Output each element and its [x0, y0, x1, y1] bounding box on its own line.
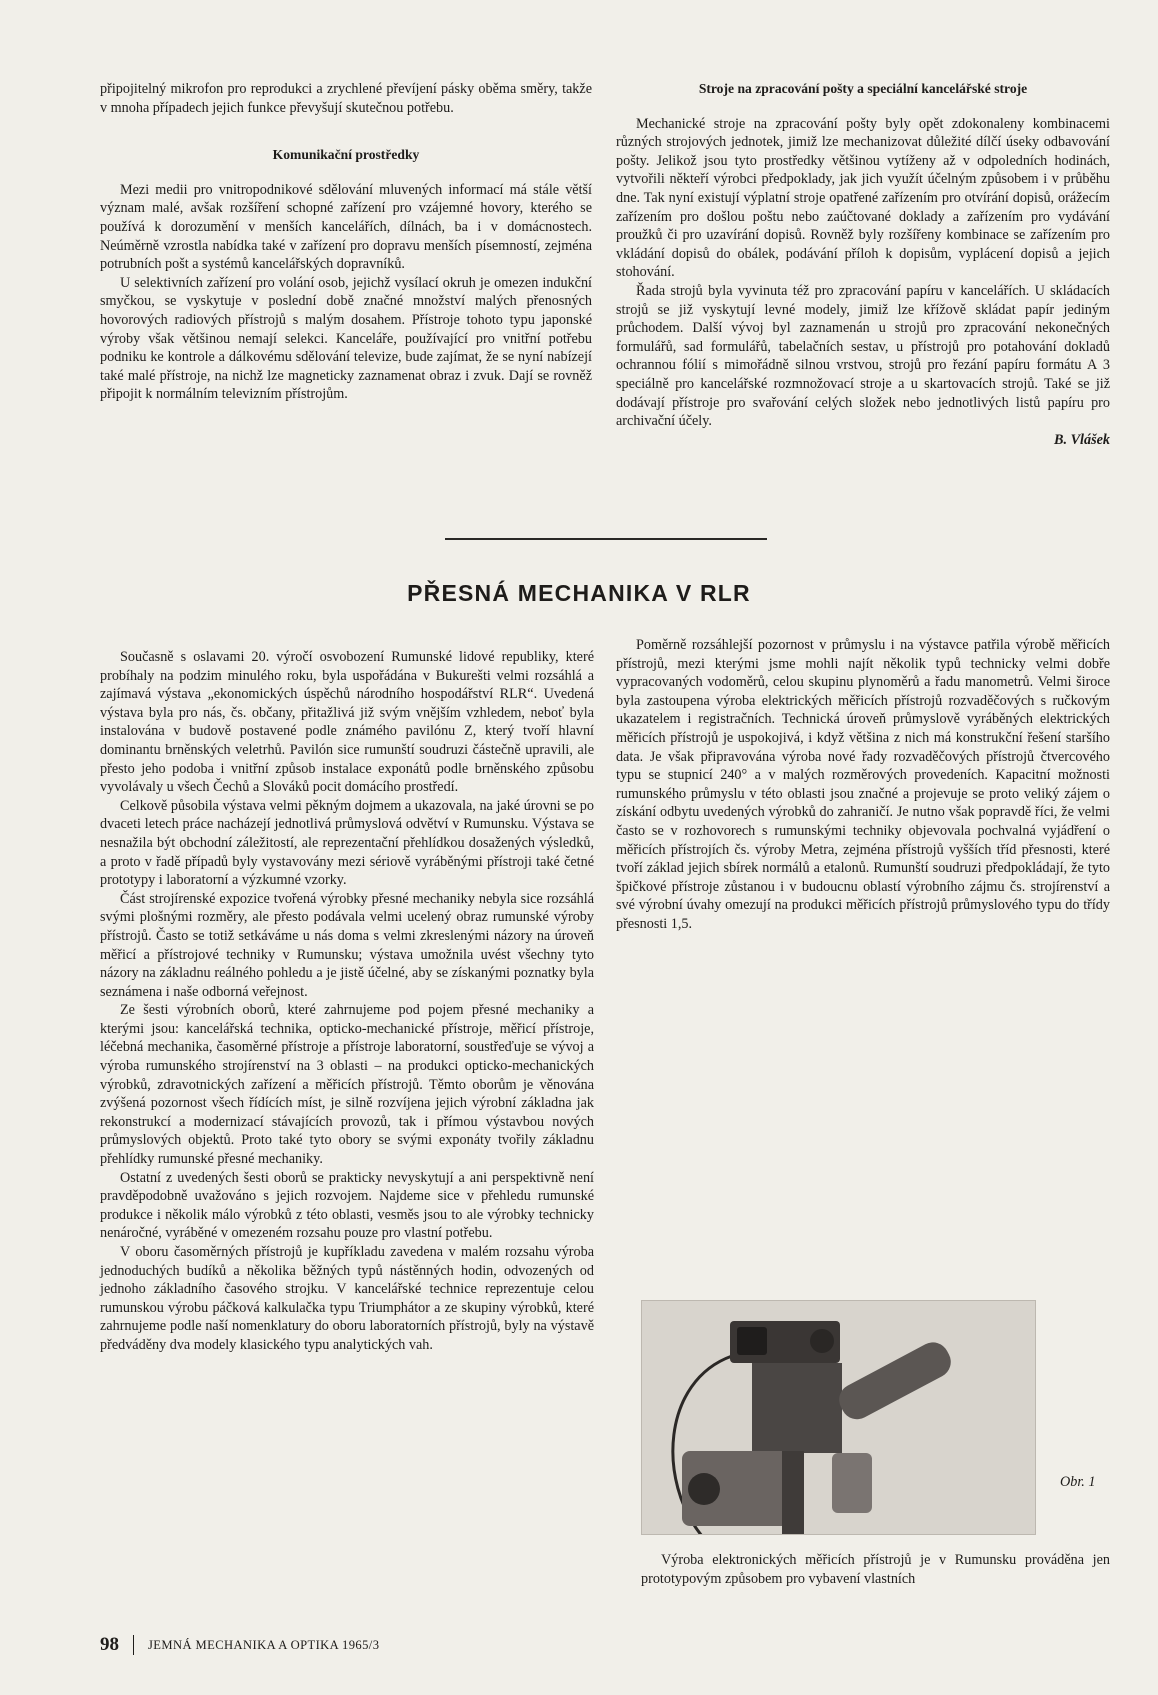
paragraph: Poměrně rozsáhlejší pozornost v průmyslu i na výstavce patřila výrobě měřicích přístrojů, mezi kterými jsme mohli najít několik typů technicky velmi dobře vypracovaných vodoměrů, celou skupinu plynoměrů a řadu manometrů. Velmi široce byla zastoupena výroba elektrických měřicích přístrojů rozvaděčových s ručkovým ukazatelem i registračních. Technická úroveň průmyslově vyráběných elektrických měřicích přístrojů je uspokojivá, i když většina z nich má konstrukční řešení staršího data. Je však připravována výroba nové řady rozvaděčových přístrojů čtvercového typu se stupnicí 240° a v malých rozměrových provedeních. Kapacitní možnosti rumunského průmyslu v této oblasti jsou značné a projevuje se proto veliký zájem o získání odbytu uvedených výrobků do zahraničí. Je nutno však popravdě říci, že velmi často se v rozhovorech s rumunskými techniky objevovala pochvalná vyjádření o měřicích přístrojích čs. výroby Metra, zejména přístrojů vyšších tříd přesnosti, které tvoří základ jejich sbírek normálů a etalonů. Rumunští soudruzi předpokládají, že tyto špičkové přístroje zůstanou i v budoucnu oblastí výrobního zájmu čs. strojírenství a své výrobní úvahy omezují na produkci měřicích přístrojů průmyslového typu do třídy přesnosti 1,5. [616, 637, 1110, 932]
paragraph: Mezi medii pro vnitropodnikové sdělování mluvených informací má stále větší význam malé, avšak rozšíření schopné zařízení pro vzájemné hovory, kterého se používá k dorozumění v menších kancelářích, dílnách, ba i v domácnostech. Neúměrně vzrostla nabídka také v zařízení pro dopravu menších písemností, zejména potrubních pošt a systémů kancelářských dopravníků. [100, 181, 592, 273]
bottom-left-column [100, 648, 594, 1355]
paragraph: Řada strojů byla vyvinuta též pro zpracování papíru v kancelářích. U skládacích strojů se již vyskytují levné modely, jimiž lze křížově skládat papír jediným průchodem. Další vývoj byl zaznamenán u strojů pro zpracování nekonečných formulářů, sad formulářů, tabelačních sestav, u přístrojů pro potahování dokladů ochrannou fólií s mimořádně silnou vrstvou, strojů pro řezání papíru formátu A 3 speciálně pro kancelářské rozmnožovací stroje a u skartovacích strojů. Také se již dodávají přístroje pro svařování celých složek nebo jednotlivých listů papíru pro archivační účely. [616, 282, 1110, 430]
page-number: 98 [100, 1634, 119, 1655]
section-heading-communication: Komunikační prostředky [272, 147, 420, 163]
caption-text: Výroba elektronických měřicích přístrojů je v Rumunsku prováděna jen prototypovým způsobem pro vybavení vlastních [641, 1552, 1110, 1587]
paragraph: Současně s oslavami 20. výročí osvobození Rumunské lidové republiky, které probíhaly na podzim minulého roku, byla uspořádána v Bukurešti velmi rozsáhlá a zajímavá výstava „ekonomických úspěchů národního hospodářství RLR“. Uvedená výstava byla pro nás, čs. občany, přitažlivá již svým vnějším vzhledem, neboť byla instalována v budově postavené podle známého pavilónu Z, který tvoří hlavní dominantu brněnských veletrhů. Pavilón sice rumunští soudruzi částečně upravili, ale přesto jeho podoba i vnitřní způsob instalace exponátů podle brněnského způsobu vyvolávaly u všech Čechů a Slováků pocit domácího prostředí. [100, 649, 594, 796]
figure-caption [641, 1551, 1110, 1588]
section-divider [445, 538, 767, 540]
section-heading-mail-machines: Stroje na zpracování pošty a speciální kancelářské stroje [698, 81, 1028, 96]
paragraph: Ostatní z uvedených šesti oborů se prakticky nevyskytují a ani perspektivně není pravděpodobně uvažováno s jejich rozvojem. Najdeme sice v přehledu rumunské produkce i několik málo výrobků z této oblasti, vesměs jsou to ale výrobky technicky nenáročné, vyráběné v omezeném rozsahu pouze pro vlastní potřebu. [100, 1169, 594, 1242]
footer-separator [133, 1635, 134, 1655]
paragraph: U selektivních zařízení pro volání osob, jejichž vysílací okruh je omezen indukční smyčkou, se vyskytuje v poslední době značné množství malých přenosných hovorových radiových přístrojů s malým dosahem. Přístroje tohoto typu japonské výroby však většinou nemají selekci. Kanceláře, používající pro vnitřní potřebu podniku ke kontrole a dálkovému sdělování televize, bude zajímat, že se nyní nabízejí také malé přístroje, na nichž lze magneticky zaznamenat obraz i zvuk. Dají se rovněž připojit k normálním televizním přístrojům. [100, 274, 592, 403]
paragraph: V oboru časoměrných přístrojů je kupříkladu zavedena v malém rozsahu výroba jednoduchých budíků a několika běžných typů nástěnných hodin, odvozených od jednoho základního časového strojku. V kancelářské technice reprezentuje celou rumunskou výrobu páčková kalkulačka typu Triumphátor a ze skupiny výrobků, které zahrnujeme podle naší nomenklatury do oboru laboratorních přístrojů, byly na výstavě předváděny dva modely klasického typu analytických vah. [100, 1244, 594, 1353]
intro-paragraph: připojitelný mikrofon pro reprodukci a zrychlené převíjení pásky oběma směry, takže v mnoha případech jejich funkce převyšují skutečnou potřebu. [100, 81, 592, 116]
figure-instrument-photo [641, 1300, 1036, 1535]
paragraph: Ze šesti výrobních oborů, které zahrnujeme pod pojem přesné mechaniky a kterými jsou: kancelářská technika, opticko-mechanické přístroje, měřicí přístroje, léčebná mechanika, časoměrné přístroje a přístroje laboratorní, soustřeďuje se vývoj a výroba rumunského strojírenství na 3 oblasti – na produkci opticko-mechanických výrobků, zdravotnických zařízení a měřicích přístrojů. Těmto oborům je věnována zvýšená pozornost všech řídících míst, je silně rozvíjena jejich výrobní základna jak rekonstrukcí a modernizací stávajících provozů, tak i přímou výstavbou nových průmyslových objektů. Proto také tyto obory se svými exponáty tvořily základnu přehlídky rumunské přesné mechaniky. [100, 1002, 594, 1168]
paragraph: Mechanické stroje na zpracování pošty byly opět zdokonaleny kombinacemi různých strojových jednotek, jimiž lze mechanizovat důležité dílčí úseky odbavování pošty. Jelikož jsou tyto prostředky většinou vytíženy až v odpoledních hodinách, vytvořili někteří výrobci předpoklady, jak jich využít účelným způsobem i v průběhu dne. Tak nyní existují výplatní stroje opatřené zařízením pro otvírání dopisů, orážecím zařízením pro došlou poštu nebo zaúčtované doklady a zařízením pro vydávání proužků či pro uzavírání dopisů. Rovněž byly rozšířeny kombinace se zařízením pro vkládání dopisů do obálek, podávání příloh k dopisům, vyplácení dopisů a jejich stohování. [616, 115, 1110, 281]
journal-name: JEMNÁ MECHANIKA A OPTIKA 1965/3 [148, 1637, 380, 1652]
paragraph: Celkově působila výstava velmi pěkným dojmem a ukazovala, na jaké úrovni se po dvaceti letech práce nacházejí jednotlivá průmyslová odvětví v Rumunsku. Výstava se nesnažila být obchodní záležitostí, ale reprezentační přehlídkou dosažených výsledků, a proto v řadě případů byly vystavovány mezi sériově vyráběnými přístroji také četné prototypy i laboratorní a výzkumné vzorky. [100, 797, 594, 889]
page-footer [100, 1634, 379, 1656]
paragraph: Část strojírenské expozice tvořená výrobky přesné mechaniky nebyla sice rozsáhlá svými plošnými rozměry, ale přesto podávala velmi ucelený obraz rumunské výroby přístrojů. Často se totiž setkáváme u nás doma s velmi zkreslenými názory na úroveň měřicí a přístrojové techniky v Rumunsku; výstava umožnila uvést všechny tyto názory na základnu reálného pohledu a je jistě účelné, aby se získanými poznatky byla seznámena i naše odborná veřejnost. [100, 890, 594, 1000]
bottom-right-column [616, 636, 1110, 934]
instrument-illustration [642, 1301, 1036, 1535]
article-title: PŘESNÁ MECHANIKA V RLR [407, 580, 751, 606]
author-signature: B. Vlášek [1054, 431, 1110, 448]
top-left-column [100, 80, 592, 404]
figure-label: Obr. 1 [1060, 1474, 1096, 1490]
top-right-column [616, 80, 1110, 449]
